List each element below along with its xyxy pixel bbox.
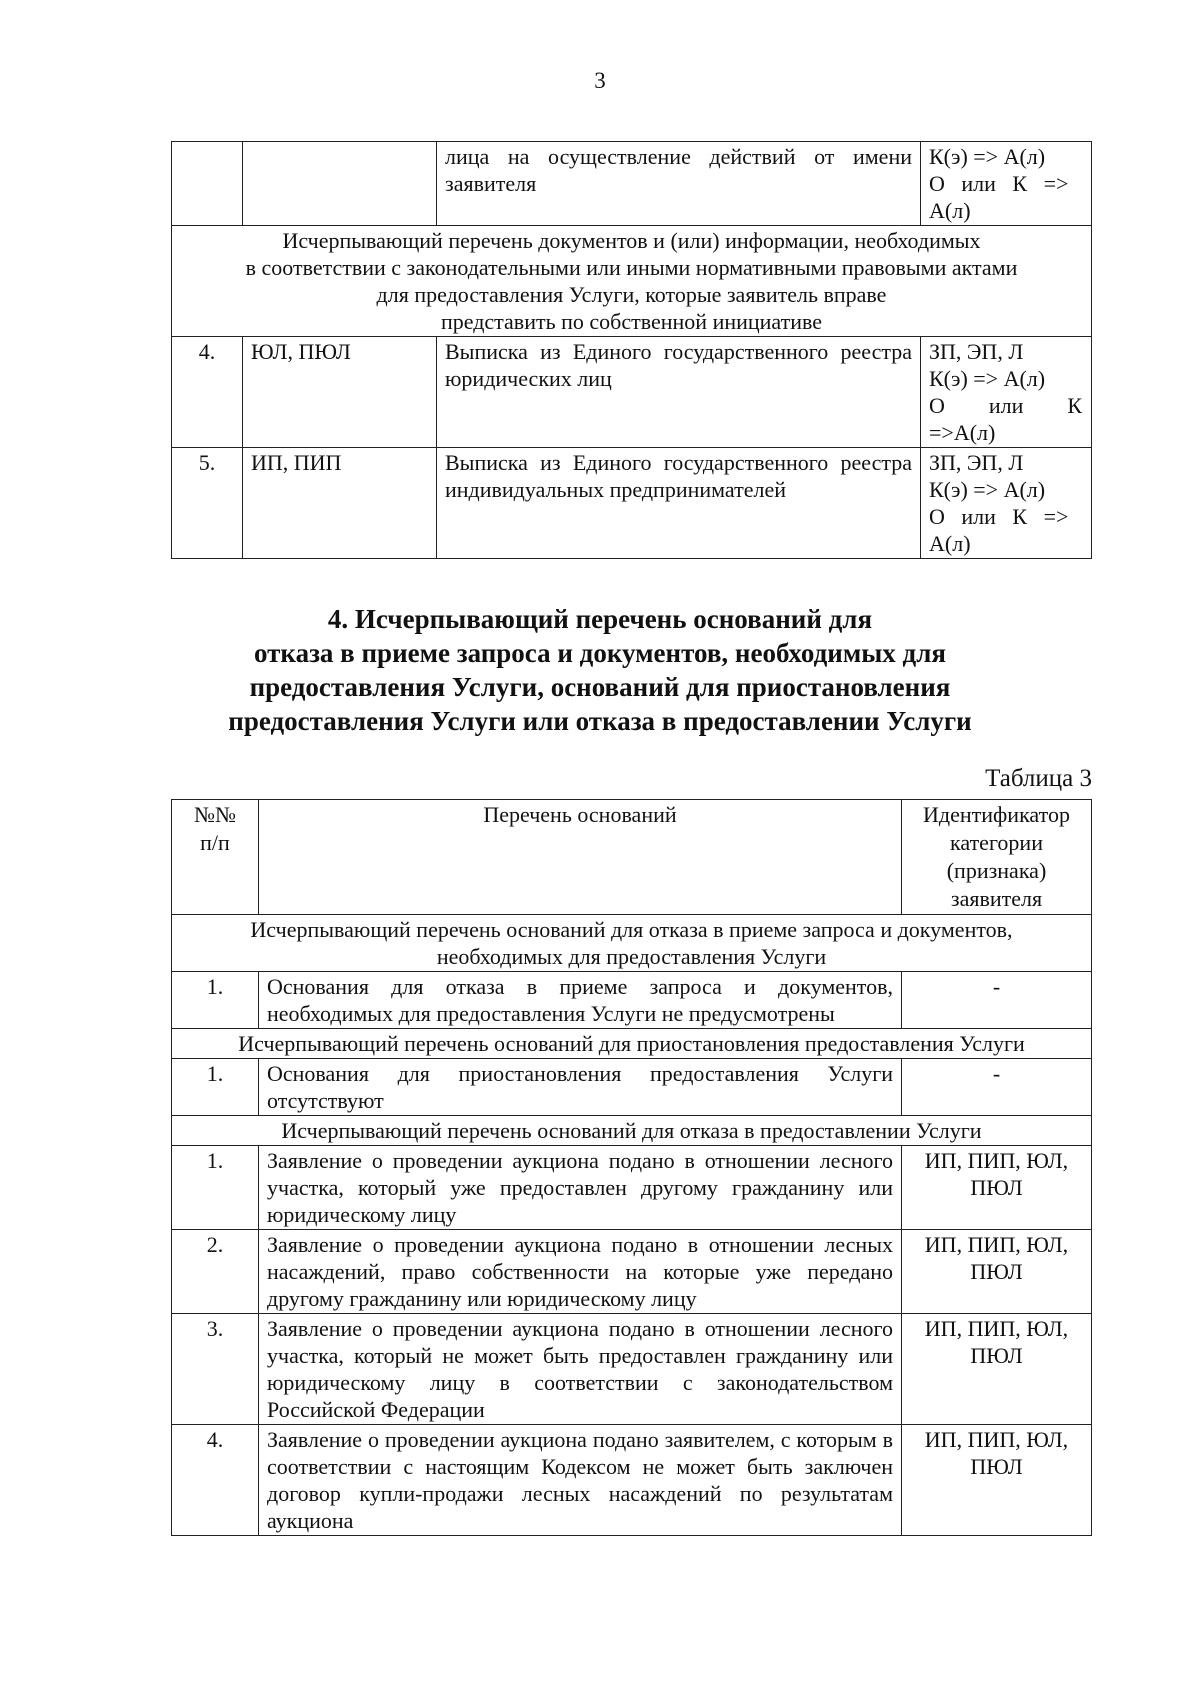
identifier-cell: - bbox=[902, 972, 1092, 1029]
document-name-cell: Выписка из Единого государственного реестра юридических лиц bbox=[437, 337, 921, 448]
table-row bbox=[172, 1230, 1092, 1314]
group-header-row bbox=[172, 1029, 1092, 1059]
reason-cell: Заявление о проведении аукциона подано заявителем, с которым в соответствии с настоящим Кодексом не может быть заключен договор купли-продажи лесных насаждений по результатам аукциона bbox=[259, 1425, 902, 1536]
submission-method-line: К(э) => А(л) bbox=[929, 366, 1046, 391]
submission-method-line: =>А(л) bbox=[929, 420, 996, 445]
refusal-grounds-table bbox=[171, 799, 1092, 1536]
group-header-line: в соответствии с законодательными или иными нормативными правовыми актами bbox=[245, 255, 1018, 280]
table-row bbox=[172, 1314, 1092, 1425]
submission-method-line: О или К => bbox=[929, 504, 1069, 529]
group-header-row bbox=[172, 1116, 1092, 1146]
table-row bbox=[172, 142, 1092, 226]
document-name-cell: Выписка из Единого государственного реестра индивидуальных предпринимателей bbox=[437, 448, 921, 559]
document-name-cell: лица на осуществление действий от имени заявителя bbox=[437, 142, 921, 226]
documents-table-continued bbox=[171, 141, 1092, 559]
reason-cell: Основания для отказа в приеме запроса и документов, необходимых для предоставления Услуги не предусмотрены bbox=[259, 972, 902, 1029]
group-header-cell: Исчерпывающий перечень оснований для отказа в предоставлении Услуги bbox=[172, 1116, 1092, 1146]
group-header-line: представить по собственной инициативе bbox=[440, 309, 823, 334]
reason-cell: Основания для приостановления предоставления Услуги отсутствуют bbox=[259, 1059, 902, 1116]
table-row bbox=[172, 448, 1092, 559]
category-cell: ИП, ПИП bbox=[243, 448, 437, 559]
row-number-cell: 4. bbox=[172, 337, 243, 448]
group-header-cell bbox=[172, 226, 1092, 337]
row-number-cell: 3. bbox=[172, 1314, 259, 1425]
identifier-cell: ИП, ПИП, ЮЛ, ПЮЛ bbox=[902, 1425, 1092, 1536]
submission-method-cell bbox=[921, 448, 1092, 559]
table-row bbox=[172, 1146, 1092, 1230]
category-cell: ЮЛ, ПЮЛ bbox=[243, 337, 437, 448]
section-heading bbox=[0, 602, 1200, 738]
row-number-cell: 2. bbox=[172, 1230, 259, 1314]
row-number-cell: 1. bbox=[172, 1059, 259, 1116]
row-number-cell: 5. bbox=[172, 448, 243, 559]
row-number-cell: 4. bbox=[172, 1425, 259, 1536]
submission-method-line: ЗП, ЭП, Л bbox=[929, 339, 1024, 364]
table-row bbox=[172, 1425, 1092, 1536]
section-heading-line: 4. Исчерпывающий перечень оснований для bbox=[327, 604, 873, 634]
section-heading-line: предоставления Услуги или отказа в предоставлении Услуги bbox=[228, 706, 972, 736]
submission-method-cell bbox=[921, 142, 1092, 226]
section-heading-line: отказа в приеме запроса и документов, необходимых для bbox=[254, 638, 946, 668]
row-number-cell: 1. bbox=[172, 972, 259, 1029]
identifier-cell: ИП, ПИП, ЮЛ, ПЮЛ bbox=[902, 1314, 1092, 1425]
group-header-line: Исчерпывающий перечень документов и (или) информации, необходимых bbox=[282, 228, 981, 253]
row-number-cell bbox=[172, 142, 243, 226]
submission-method-line: К(э) => А(л) bbox=[929, 477, 1046, 502]
row-number-cell: 1. bbox=[172, 1146, 259, 1230]
table-row bbox=[172, 972, 1092, 1029]
group-header-cell: Исчерпывающий перечень оснований для отказа в приеме запроса и документов, необходимых для предоставления Услуги bbox=[172, 915, 1092, 972]
submission-method-line: А(л) bbox=[929, 531, 971, 556]
submission-method-cell bbox=[921, 337, 1092, 448]
group-header-cell: Исчерпывающий перечень оснований для приостановления предоставления Услуги bbox=[172, 1029, 1092, 1059]
section-heading-line: предоставления Услуги, оснований для приостановления bbox=[249, 672, 951, 702]
submission-method-line: ЗП, ЭП, Л bbox=[929, 450, 1024, 475]
identifier-cell: - bbox=[902, 1059, 1092, 1116]
group-header-row bbox=[172, 226, 1092, 337]
category-cell bbox=[243, 142, 437, 226]
reason-cell: Заявление о проведении аукциона подано в отношении лесного участка, который уже предоставлен другому гражданину или юридическому лицу bbox=[259, 1146, 902, 1230]
reason-cell: Заявление о проведении аукциона подано в отношении лесного участка, который не может быть предоставлен гражданину или юридическому лицу в соответствии с законодательством Российской Федерации bbox=[259, 1314, 902, 1425]
group-header-line: для предоставления Услуги, которые заявитель вправе bbox=[376, 282, 887, 307]
identifier-cell: ИП, ПИП, ЮЛ, ПЮЛ bbox=[902, 1146, 1092, 1230]
column-header-num: №№ п/п bbox=[172, 800, 259, 915]
group-header-row bbox=[172, 915, 1092, 972]
page-number: 3 bbox=[594, 68, 606, 93]
column-header-identifier: Идентификатор категории (признака) заявителя bbox=[902, 800, 1092, 915]
table-row bbox=[172, 337, 1092, 448]
reason-cell: Заявление о проведении аукциона подано в отношении лесных насаждений, право собственности на которые уже передано другому гражданину или юридическому лицу bbox=[259, 1230, 902, 1314]
submission-method-line: К(э) => А(л) bbox=[929, 144, 1046, 169]
table-row bbox=[172, 1059, 1092, 1116]
submission-method-line: О или К bbox=[929, 393, 1083, 418]
column-header-reasons: Перечень оснований bbox=[259, 800, 902, 915]
submission-method-line: А(л) bbox=[929, 198, 971, 223]
table-label: Таблица 3 bbox=[985, 765, 1092, 792]
table-header-row bbox=[172, 800, 1092, 915]
identifier-cell: ИП, ПИП, ЮЛ, ПЮЛ bbox=[902, 1230, 1092, 1314]
submission-method-line: О или К => bbox=[929, 171, 1069, 196]
